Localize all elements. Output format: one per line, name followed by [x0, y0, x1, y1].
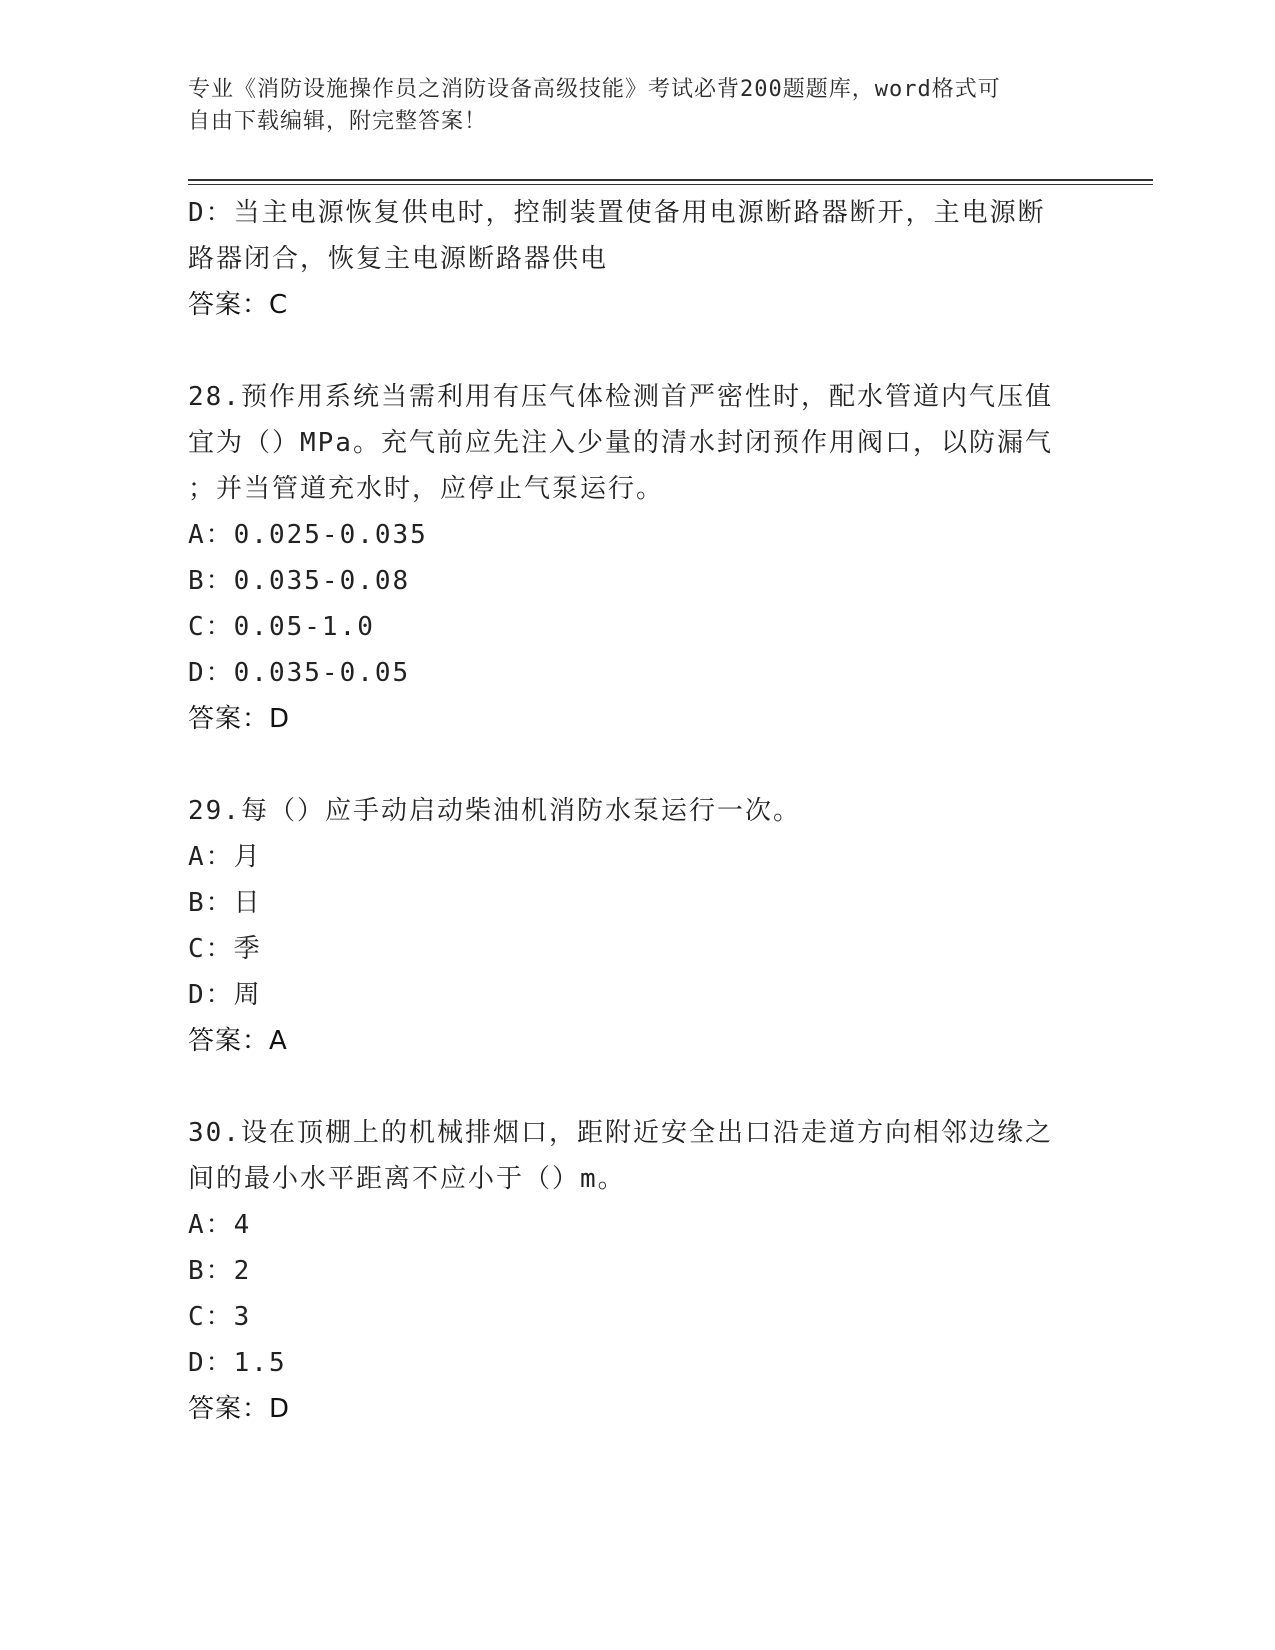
question-list	[188, 190, 1088, 1432]
spacer	[188, 328, 1088, 374]
option-b: B：2	[188, 1256, 252, 1286]
question-stem-line: ；并当管道充水时，应停止气泵运行。	[188, 474, 665, 504]
spacer	[188, 1064, 1088, 1110]
document-header	[188, 74, 1088, 138]
option-c: C：0.05-1.0	[188, 612, 375, 642]
answer-label: 答案：D	[188, 704, 291, 734]
option-b: B：0.035-0.08	[188, 566, 411, 596]
header-divider-thin	[188, 184, 1153, 185]
header-title-line-1: 专业《消防设施操作员之消防设备高级技能》考试必背200题题库，word格式可	[188, 77, 1001, 102]
question-stem-line: 28.预作用系统当需利用有压气体检测首严密性时，配水管道内气压值	[188, 382, 1053, 412]
option-a: A：4	[188, 1210, 252, 1240]
answer-label: 答案：C	[188, 290, 289, 320]
option-b: B：日	[188, 888, 262, 918]
question-28	[188, 374, 1088, 742]
option-c: C：3	[188, 1302, 252, 1332]
option-d: D：0.035-0.05	[188, 658, 411, 688]
header-title-line-2: 自由下载编辑，附完整答案！	[188, 109, 488, 134]
answer-label: 答案：A	[188, 1026, 288, 1056]
option-d: D：1.5	[188, 1348, 287, 1378]
question-30	[188, 1110, 1088, 1432]
question-stem-line: 宜为（）MPa。充气前应先注入少量的清水封闭预作用阀口，以防漏气	[188, 428, 1053, 458]
option-a: A：0.025-0.035	[188, 520, 428, 550]
option-d-line-1: D：当主电源恢复供电时，控制装置使备用电源断路器断开，主电源断	[188, 198, 1046, 228]
header-divider-thick	[188, 179, 1153, 181]
question-stem-line: 30.设在顶棚上的机械排烟口，距附近安全出口沿走道方向相邻边缘之	[188, 1118, 1053, 1148]
option-d-line-2: 路器闭合，恢复主电源断路器供电	[188, 244, 609, 274]
question-stem-line: 29.每（）应手动启动柴油机消防水泵运行一次。	[188, 796, 801, 826]
option-c: C：季	[188, 934, 262, 964]
question-29	[188, 788, 1088, 1064]
option-a: A：月	[188, 842, 262, 872]
question-stem-line: 间的最小水平距离不应小于（）m。	[188, 1164, 626, 1194]
option-d: D：周	[188, 980, 262, 1010]
spacer	[188, 742, 1088, 788]
answer-label: 答案：D	[188, 1394, 291, 1424]
